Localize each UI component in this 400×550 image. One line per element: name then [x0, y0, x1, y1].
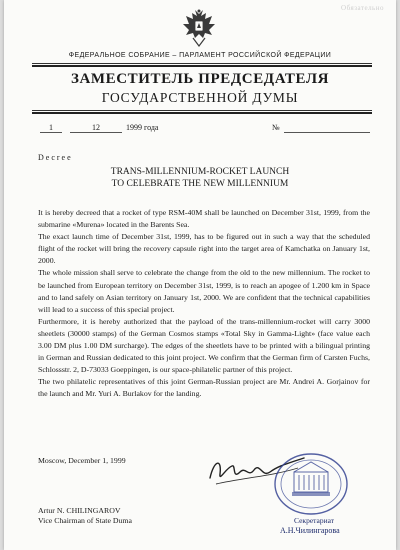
decree-paragraph: The two philatelic representatives of this joint German-Russian project are Mr. Andrei A. Gorjainov for the launch and Mr. Yuri A. Burlakov for the landing. [38, 377, 370, 399]
date-day: 1 [49, 123, 53, 132]
stamp-caption-secretariat: Секретариат [294, 516, 335, 525]
date-month-underline [70, 132, 122, 133]
office-title-line2: ГОСУДАРСТВЕННОЙ ДУМЫ [101, 90, 299, 105]
header-rule-thin [32, 63, 372, 64]
double-headed-eagle-emblem-icon [180, 8, 218, 50]
stamp-caption-name: А.Н.Чилингарова [280, 526, 340, 535]
decree-label: Decree [38, 153, 73, 162]
header-rule-thick [32, 65, 372, 67]
document-number-underline [284, 132, 370, 133]
faint-bleed-through-text: Обязательно [341, 4, 384, 12]
date-month: 12 [92, 123, 100, 132]
decree-body [38, 207, 370, 401]
office-title-line1: ЗАМЕСТИТЕЛЬ ПРЕДСЕДАТЕЛЯ [70, 71, 330, 87]
signatory-title: Vice Chairman of State Duma [38, 516, 132, 525]
decree-paragraph: The exact launch time of December 31st, 1999, has to be figured out in such a way that the scheduled flight of the rocket will bring the recovery capsule right into the target area of Kamchatka on January 1st, 2000. [38, 232, 370, 266]
date-year: 1999 года [126, 123, 159, 132]
decree-paragraph: It is hereby decreed that a rocket of type RSM-40M shall be launched on December 31st, 1999, from the submarine «Murena» located in the Barents Sea. [38, 208, 370, 230]
header-rule-thin-lower [32, 110, 372, 111]
decree-title-line1: TRANS-MILLENNIUM-ROCKET LAUNCH [110, 167, 290, 177]
decree-paragraph: Furthermore, it is hereby authorized that the payload of the trans-millennium-rocket will carry 3000 sheetlets (30000 stamps) of the German Cosmos stamps «Total Sky in Gamma-Light» (face value each 3.00 DM plus 1.00 DM surcharge). The edges of the sheetlets have to be printed with a bilingual printing in German and Russian dedicated to this joint project. We confirm that the German firm of Carsten Fuchs, Schlossstr. 2, D-73033 Goeppingen, is our space-philatelic partner of this project. [38, 316, 370, 375]
signatory-name: Artur N. CHILINGAROV [38, 506, 121, 515]
header-rule-thick-lower [32, 112, 372, 114]
date-day-underline [40, 132, 62, 133]
decree-paragraph: The whole mission shall serve to celebrate the change from the old to the new millennium. The rocket to be launched from European territory on December 31st, 1999, is to reach an apogee of 1.200 km in Space and to land safely on Asian territory on January 1st, 2000. We are confident that the technical capabilities will lead to a success of this special project. [38, 268, 370, 314]
decree-letter-page [4, 0, 396, 550]
parliament-name: ФЕДЕРАЛЬНОЕ СОБРАНИЕ – ПАРЛАМЕНТ РОССИЙСКОЙ ФЕДЕРАЦИИ [68, 52, 332, 59]
decree-title-line2: TO CELEBRATE THE NEW MILLENNIUM [111, 179, 289, 189]
document-number-label: № [272, 123, 280, 132]
place-and-date: Moscow, December 1, 1999 [38, 456, 126, 465]
